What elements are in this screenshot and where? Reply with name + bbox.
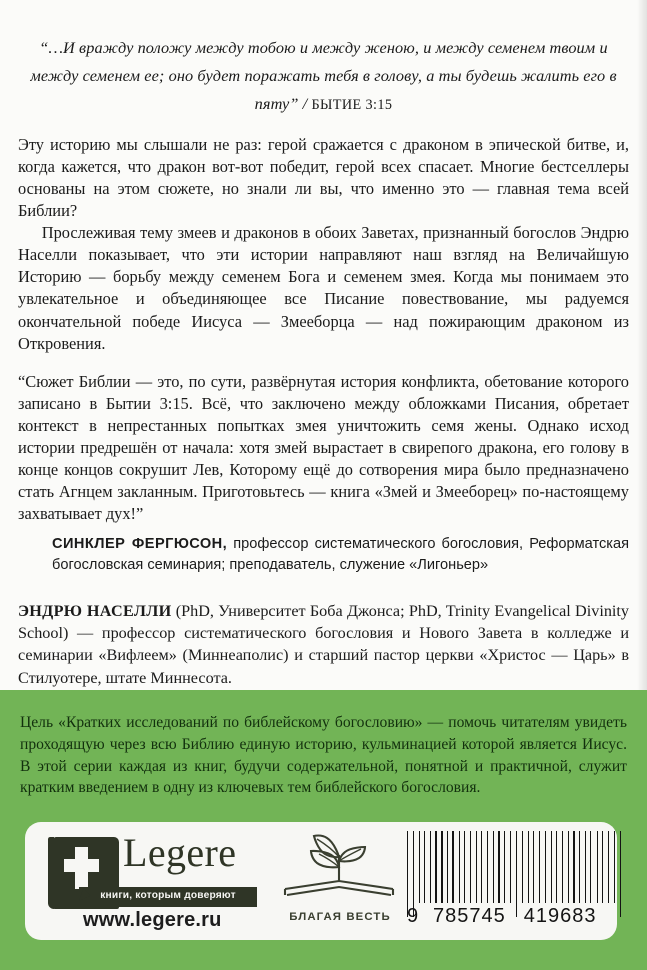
barcode-bar bbox=[487, 831, 489, 903]
barcode-digit-group-1: 785745 bbox=[433, 905, 506, 927]
barcode-bar bbox=[456, 831, 457, 903]
series-note-text: Цель «Кратких исследований по библейскому богословию» — помочь читателям увидеть проходящую через всю Библию единую историю, кульминацией которой является Иисус. В этой серии каждая из книг, будучи содержательной, понятной и практичной, служит кратким введением в одну из ключевых тем библейского богословия. bbox=[20, 714, 627, 797]
barcode-digits bbox=[407, 905, 625, 928]
barcode-bar bbox=[602, 831, 603, 903]
barcode-bar bbox=[478, 831, 479, 903]
barcode-bar bbox=[472, 831, 474, 903]
epigraph-block bbox=[30, 34, 617, 118]
barcode-bar bbox=[577, 831, 578, 903]
barcode-bar bbox=[614, 831, 615, 903]
barcode-bar bbox=[424, 831, 425, 903]
barcode-digit-prefix: 9 bbox=[407, 905, 420, 927]
barcode-bar bbox=[556, 831, 557, 903]
barcode-bar bbox=[559, 831, 561, 903]
barcode-bars bbox=[407, 831, 625, 903]
barcode-bar bbox=[545, 831, 546, 903]
barcode-bar bbox=[461, 831, 462, 903]
footer-logo-panel bbox=[25, 822, 617, 940]
barcode-bar bbox=[502, 831, 503, 903]
endorser-title: профессор систематического богословия, Реформатская богословская семинария; преподаватель, служение «Лигоньер» bbox=[52, 536, 630, 574]
barcode-bar bbox=[415, 831, 417, 903]
blurb-paragraph-1: Эту историю мы слышали не раз: герой сражается с драконом в эпической битве, и, когда кажется, что дракон вот-вот победит, герой всех спасает. Многие бестселлеры основаны на этом сюжете, но знали ли вы, что именно это — главная тема всей Библии? bbox=[18, 135, 629, 221]
barcode-bar bbox=[419, 831, 420, 903]
barcode-bar bbox=[610, 831, 612, 903]
barcode-bar bbox=[441, 831, 442, 903]
author-credentials: (PhD, Университет Боба Джонса; PhD, Trinity Evangelical Divinity School) — профессор систематического богословия и Нового Завета в колледже и семинарии «Вифлеем» (Миннеаполис) и старший пастор церкви «Христос — Царь» в Стилуотере, штате Миннесота. bbox=[18, 602, 630, 687]
barcode-bar bbox=[553, 831, 554, 903]
author-bio-block bbox=[18, 600, 629, 689]
barcode-bar bbox=[593, 831, 595, 903]
blurb-paragraph-2: Прослеживая тему змеев и драконов в обоих Заветах, признанный богослов Эндрю Населли показывает, что эти истории направляют наш взгляд на Величайшую Историю — борьбу между семенем Бога и семенем змея. Когда мы понимаем это увлекательное и объединяющее все Писание повествование, мы радуемся окончательной победе Иисуса — Змееборца — над пожирающим драконом из Откровения. bbox=[18, 223, 629, 353]
barcode-bar bbox=[498, 831, 499, 903]
barcode-bar bbox=[452, 831, 454, 903]
barcode-bar bbox=[470, 831, 471, 903]
endorser-name: СИНКЛЕР ФЕРГЮСОН, bbox=[52, 536, 228, 553]
publisher-tagline: книги, которым доверяют bbox=[79, 887, 257, 904]
barcode-bar bbox=[528, 831, 529, 903]
imprint-label: БЛАГАЯ ВЕСТЬ bbox=[289, 911, 391, 923]
barcode-bar bbox=[433, 831, 434, 903]
barcode-bar bbox=[565, 831, 566, 903]
isbn-barcode bbox=[407, 829, 625, 933]
barcode-bar bbox=[585, 831, 586, 903]
barcode-bar bbox=[533, 831, 534, 903]
imprint-logo-blagaya-vest[interactable] bbox=[273, 831, 407, 931]
endorsement-quote-block bbox=[18, 371, 629, 525]
barcode-bar bbox=[481, 831, 482, 903]
barcode-bar bbox=[427, 831, 428, 903]
barcode-bar bbox=[582, 831, 583, 903]
barcode-bar bbox=[445, 831, 446, 903]
barcode-bar bbox=[490, 831, 491, 903]
barcode-bar bbox=[590, 831, 591, 903]
barcode-bar bbox=[524, 831, 526, 903]
open-book-sprout-icon bbox=[281, 833, 399, 913]
publisher-wordmark: Legere bbox=[123, 830, 237, 875]
barcode-bar bbox=[539, 831, 541, 903]
blurb-block bbox=[18, 134, 629, 355]
barcode-bar bbox=[435, 831, 437, 903]
barcode-bar bbox=[597, 831, 598, 903]
endorsement-quote: “Сюжет Библии — это, по сути, развёрнутая история конфликта, обетование которого записано в Бытии 3:15. Всё, что заключено между обложками Писания, обретает контекст в непрестанных попытках змея уничтожить семя жены. Однако исход истории предрешён от начала: хотя змей вырастает в свирепого дракона, его голову в конце концов сокрушит Лев, Которому ещё до сотворения мира было предназначено стать Агнцем закланным. Приготовьтесь — книга «Змей и Змееборец» по-настоящему захватывает дух!” bbox=[18, 371, 629, 524]
epigraph-text: “…И вражду положу между тобою и между женою, и между семенем твоим и между семенем ее; оно будет поражать тебя в голову, а ты будешь жалить его в пяту” bbox=[30, 38, 617, 114]
endorsement-attribution bbox=[52, 534, 629, 576]
publisher-logo-legere[interactable] bbox=[39, 831, 257, 931]
barcode-bar bbox=[510, 831, 511, 903]
barcode-bar bbox=[568, 831, 569, 903]
barcode-digit-group-2: 419683 bbox=[523, 905, 597, 927]
author-name: ЭНДРЮ НАСЕЛЛИ bbox=[18, 602, 172, 621]
barcode-bar bbox=[447, 831, 448, 903]
barcode-bar bbox=[464, 831, 465, 903]
cross-icon-bar bbox=[64, 859, 99, 872]
barcode-bar bbox=[547, 831, 548, 903]
barcode-bar bbox=[536, 831, 537, 903]
series-note-block bbox=[20, 712, 627, 799]
barcode-bar bbox=[605, 831, 606, 903]
epigraph-separator: / bbox=[298, 94, 312, 114]
epigraph-reference: БЫТИЕ 3:15 bbox=[311, 97, 393, 114]
tagline-rule bbox=[79, 904, 257, 907]
barcode-bar bbox=[507, 831, 509, 903]
barcode-bar bbox=[496, 831, 497, 903]
publisher-url[interactable]: www.legere.ru bbox=[83, 909, 222, 931]
barcode-bar bbox=[573, 831, 575, 903]
